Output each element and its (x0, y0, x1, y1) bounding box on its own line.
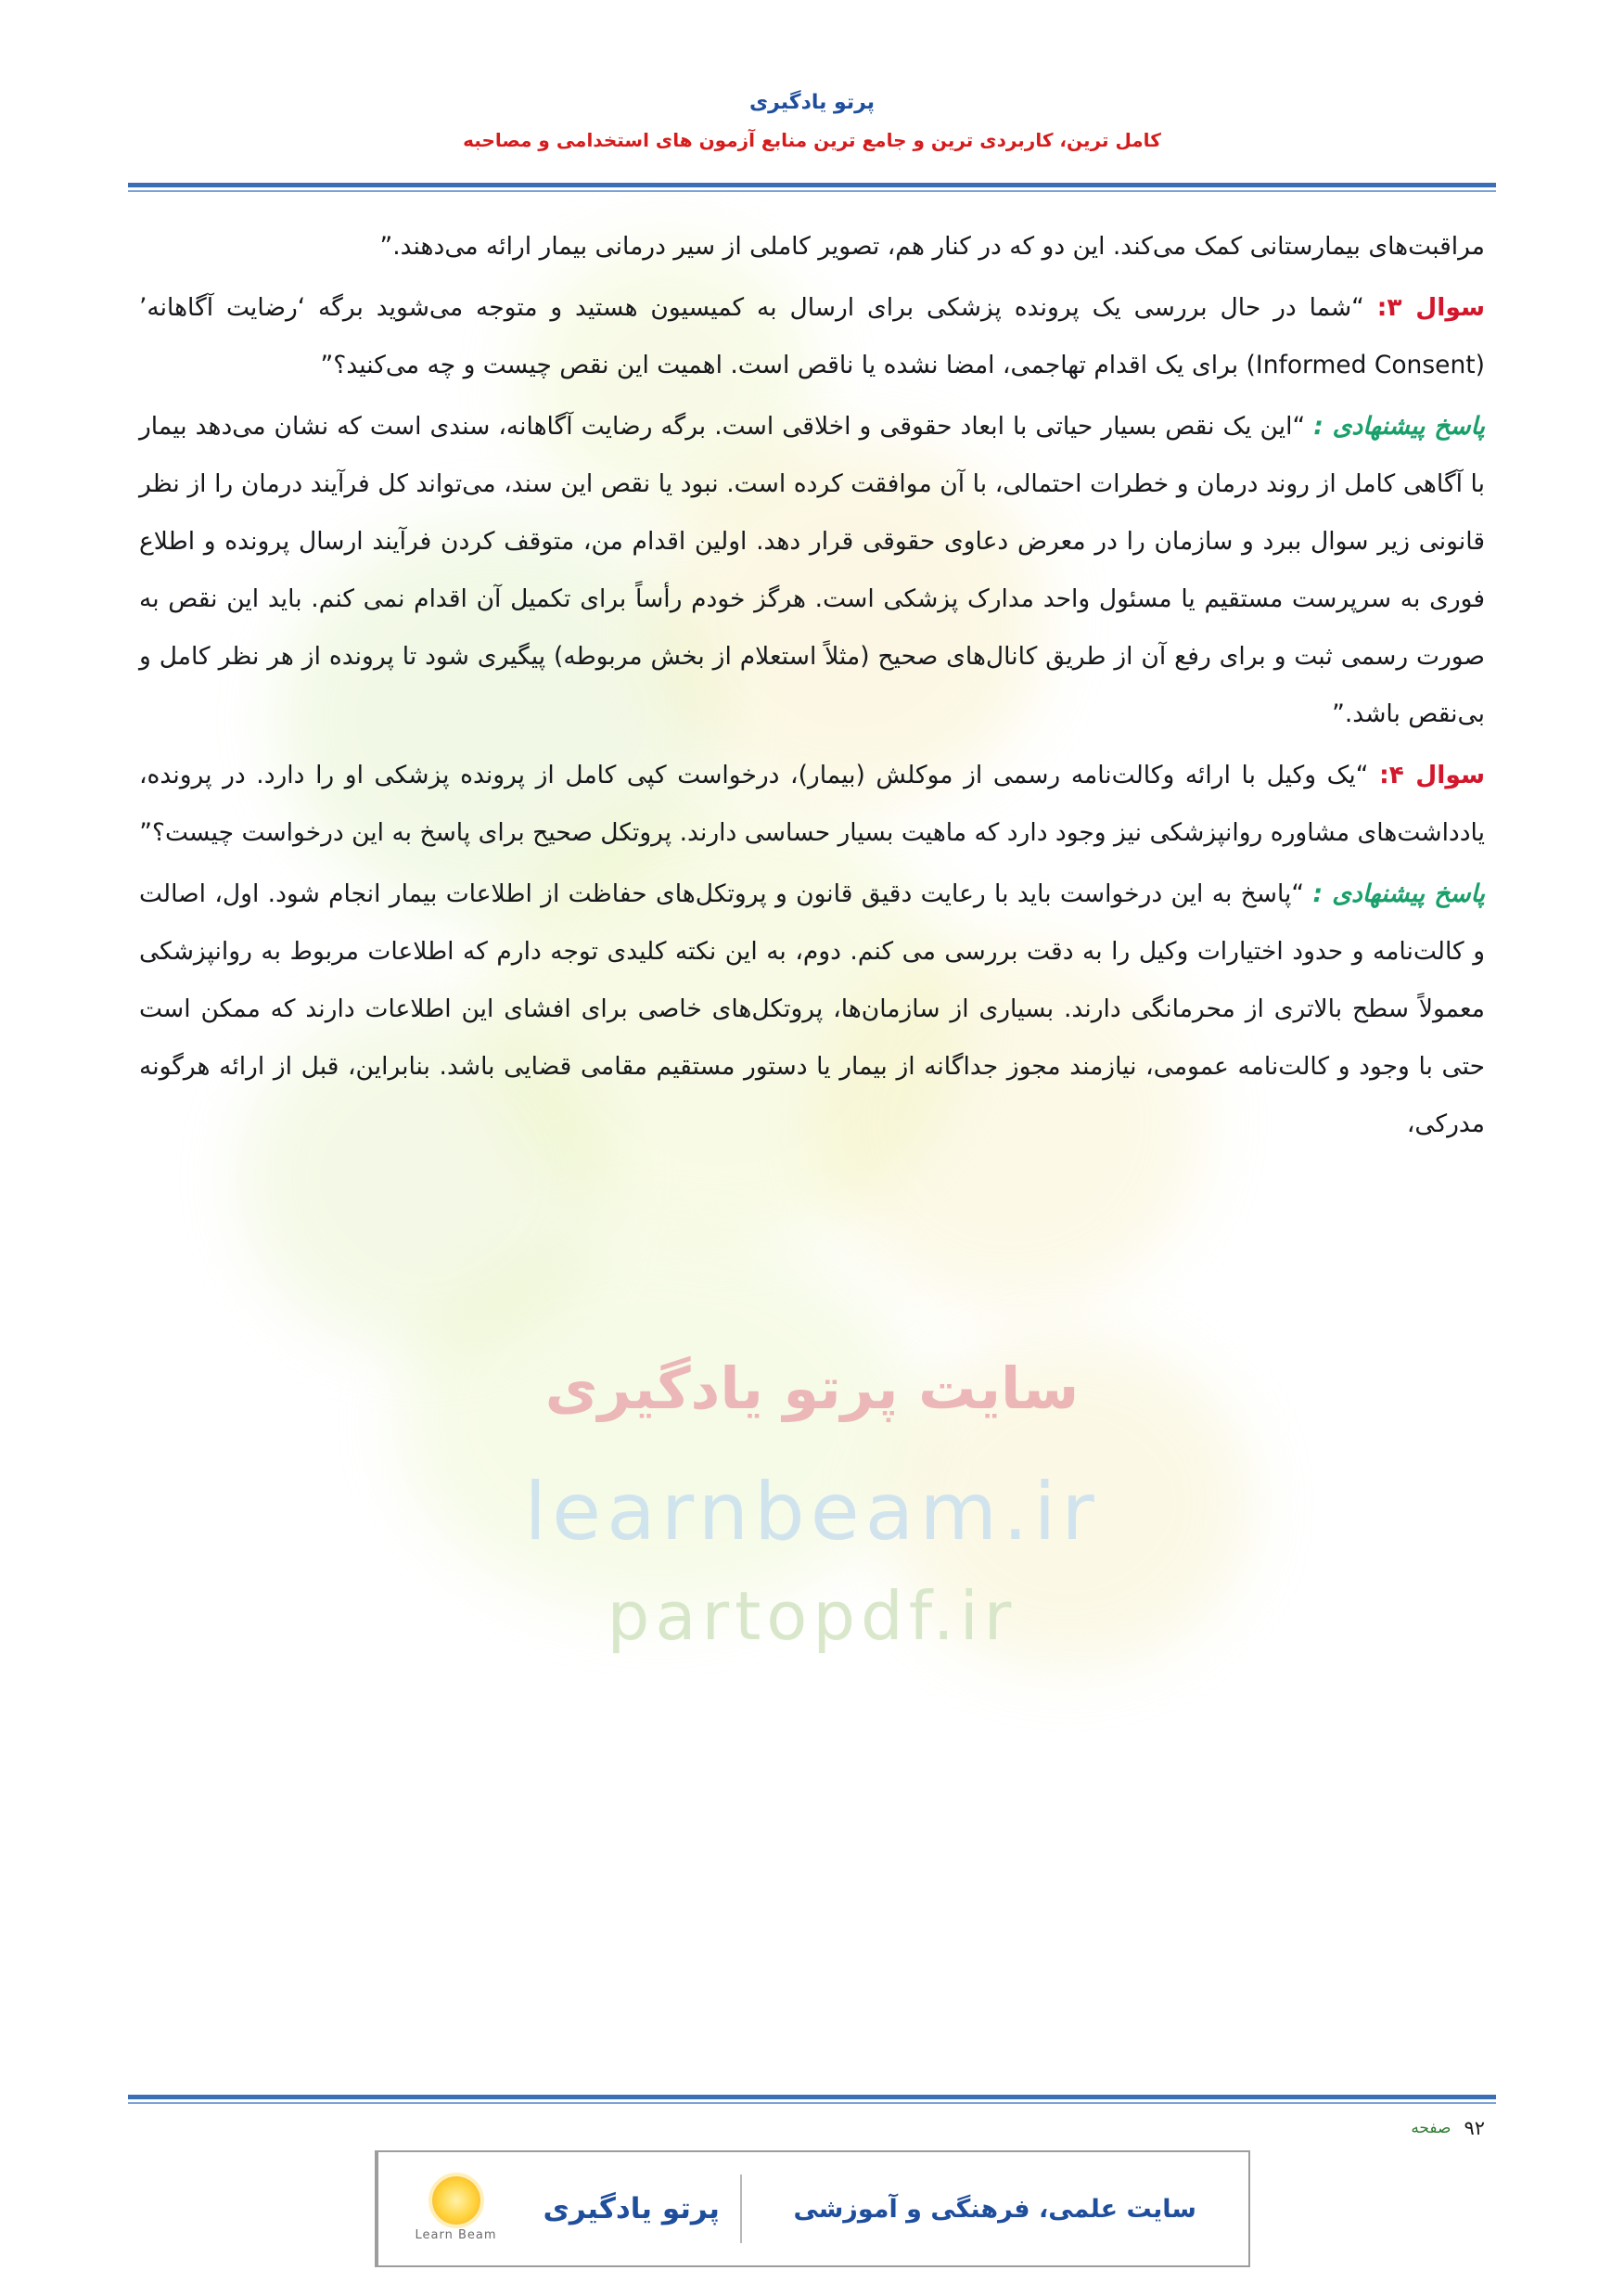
question-label: سوال ۳: (1376, 293, 1485, 322)
footer-brand-name: پرتو یادگیری (543, 2192, 720, 2225)
page-number-label: صفحه (1411, 2119, 1451, 2137)
rule-thin-line (128, 2102, 1496, 2104)
paragraph-text: “این یک نقص بسیار حیاتی با ابعاد حقوقی و اخلاقی است. برگه رضایت آگاهانه، سندی است که نشان می‌دهد بیمار با آگاهی کامل از روند درمان و خطرات احتمالی، با آن موافقت کرده است. نبود یا نقص این سند، می‌تواند کل فرآیند درمان را از نظر قانونی زیر سوال ببرد و سازمان را در معرض دعاوی حقوقی قرار دهد. اولین اقدام من، متوقف کردن فرآیند ارسال پرونده و اطلاع فوری به سرپرست مستقیم یا مسئول واحد مدارک پزشکی است. هرگز خودم رأساً برای تکمیل آن اقدام نمی کنم. باید این نقص به صورت رسمی ثبت و برای رفع آن از طریق کانال‌های صحیح (مثلاً استعلام از بخش مربوطه) پیگیری شود تا پرونده از هر نظر کامل و بی‌نقص باشد.” (139, 412, 1485, 728)
paragraph-question-3 (139, 279, 1485, 394)
header-title: پرتو یادگیری (748, 91, 876, 114)
question-label: سوال ۴: (1379, 761, 1486, 789)
header-subtitle: کامل ترین، کاربردی ترین و جامع ترین منابع آزمون های استخدامی و مصاحبه (463, 129, 1161, 151)
paragraph-answer-3 (139, 398, 1485, 743)
sun-icon (432, 2176, 480, 2225)
answer-label: پاسخ پیشنهادی : (1312, 879, 1485, 908)
paragraph-intro (139, 218, 1485, 276)
page-number-block (1411, 2117, 1485, 2139)
rule-thin-line (128, 190, 1496, 192)
watermark-site-text: سایت پرتو یادگیری (544, 1354, 1080, 1422)
document-body (139, 218, 1485, 1157)
footer-divider (740, 2174, 742, 2243)
footer-rule (128, 2095, 1496, 2104)
paragraph-answer-4 (139, 866, 1485, 1153)
watermark-blob (881, 1336, 1252, 1670)
watermark-learnbeam-text: learnbeam.ir (524, 1466, 1100, 1558)
rule-thick-line (128, 183, 1496, 187)
footer-tagline: سایت علمی، فرهنگی و آموزشی (793, 2194, 1196, 2224)
page-number: ۹۲ (1464, 2117, 1485, 2139)
paragraph-question-4 (139, 747, 1485, 862)
header-rule (128, 183, 1496, 192)
answer-label: پاسخ پیشنهادی : (1313, 412, 1485, 441)
paragraph-text: “یک وکیل با ارائه وکالت‌نامه رسمی از موکلش (بیمار)، درخواست کپی کامل از پرونده پزشکی او را دارد. در پرونده، یادداشت‌های مشاوره روانپزشکی نیز وجود دارد که ماهیت بسیار حساسی دارند. پروتکل صحیح برای پاسخ به این درخواست چیست؟” (139, 761, 1485, 847)
logo-caption: Learn Beam (415, 2227, 497, 2242)
paragraph-text: “پاسخ به این درخواست باید با رعایت دقیق قانون و پروتکل‌های حفاظت از اطلاعات بیمار انجام شود. اول، اصالت و کالت‌نامه و حدود اختیارات وکیل را به دقت بررسی می کنم. دوم، به این نکته کلیدی توجه دارم که اطلاعات مربوط به روانپزشکی معمولاً سطح بالاتری از محرمانگی دارند. بسیاری از سازمان‌ها، پروتکل‌های خاصی برای افشای این اطلاعات دارند که ممکن است حتی با وجود و کالت‌نامه عمومی، نیازمند مجوز جداگانه از بیمار یا دستور مستقیم مقامی قضایی باشد. بنابراین، قبل از ارائه هرگونه مدرکی، (139, 879, 1485, 1138)
watermark-blob (399, 1225, 918, 1614)
paragraph-text: “شما در حال بررسی یک پرونده پزشکی برای ارسال به کمیسیون هستید و متوجه می‌شوید برگه ‘رضایت آگاهانه’ (Informed Consent) برای یک اقدام تهاجمی، امضا نشده یا ناقص است. اهمیت این نقص چیست و چه می‌کنید؟” (139, 293, 1485, 379)
watermark-partopdf-text: partopdf.ir (607, 1577, 1017, 1655)
rule-thick-line (128, 2095, 1496, 2099)
paragraph-text: مراقبت‌های بیمارستانی کمک می‌کند. این دو که در کنار هم، تصویر کاملی از سیر درمانی بیمار ارائه می‌دهند.” (379, 232, 1485, 261)
learnbeam-logo (377, 2152, 534, 2265)
page-header (0, 0, 1624, 151)
footer-branding-box (375, 2150, 1250, 2267)
